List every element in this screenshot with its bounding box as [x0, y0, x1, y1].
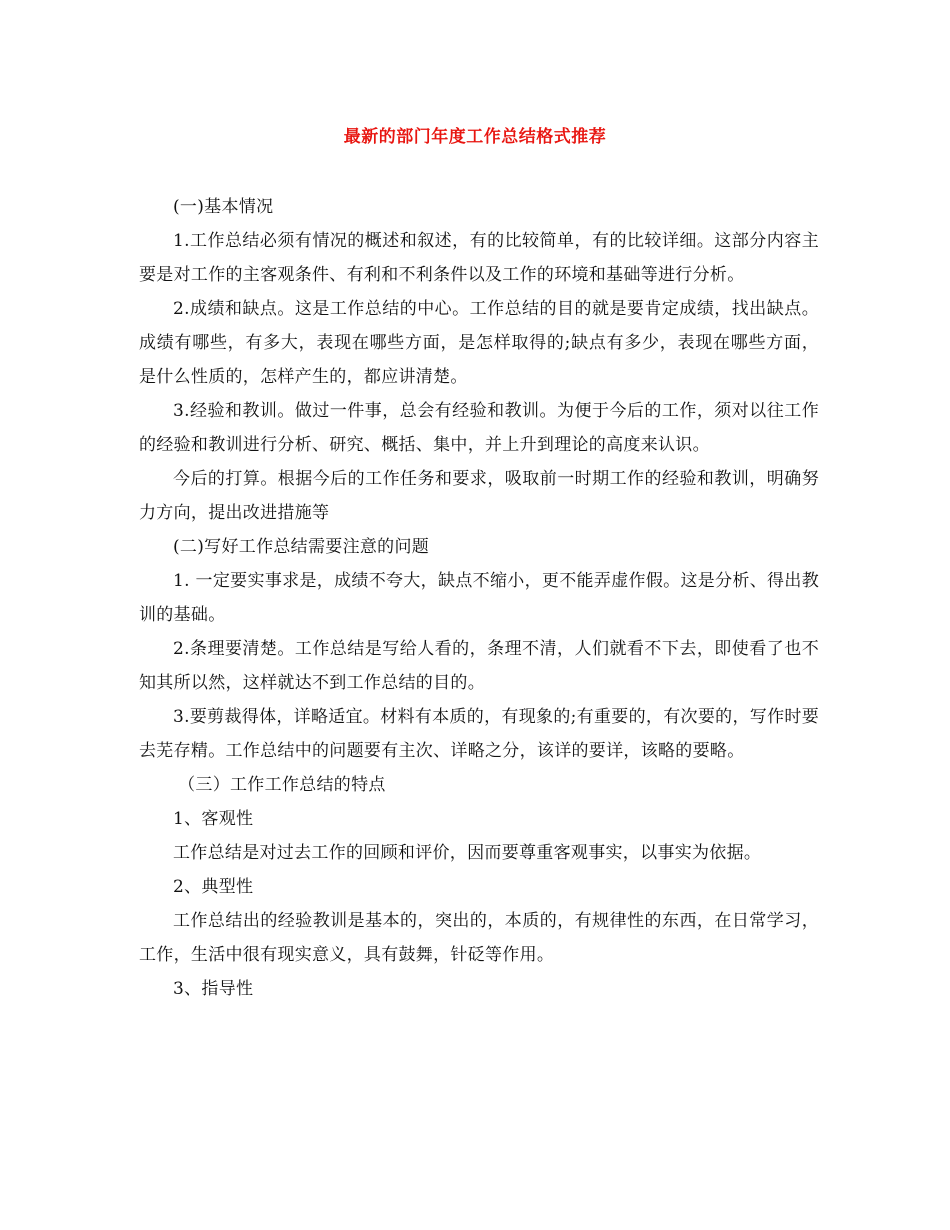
document-body	[139, 190, 819, 1006]
paragraph-objective: 工作总结是对过去工作的回顾和评价，因而要尊重客观事实，以事实为依据。	[173, 843, 762, 863]
paragraph-truthful: 1. 一定要实事求是，成绩不夸大，缺点不缩小，更不能弄虚作假。这是分析、得出教训的基础。	[139, 571, 819, 625]
feature-heading-guiding: 3、指导性	[173, 979, 254, 999]
paragraph-typical: 工作总结出的经验教训是基本的，突出的，本质的，有规律性的东西，在日常学习，工作，生活中很有现实意义，具有鼓舞，针砭等作用。	[139, 911, 819, 965]
paragraph-overview: 1.工作总结必须有情况的概述和叙述，有的比较简单，有的比较详细。这部分内容主要是对工作的主客观条件、有利和不利条件以及工作的环境和基础等进行分析。	[139, 231, 819, 285]
document-title: 最新的部门年度工作总结格式推荐	[343, 127, 607, 147]
section-heading-features: （三）工作工作总结的特点	[178, 775, 386, 795]
feature-heading-typical: 2、典型性	[173, 877, 254, 897]
paragraph-clarity: 2.条理要清楚。工作总结是写给人看的，条理不清，人们就看不下去，即使看了也不知其所以然，这样就达不到工作总结的目的。	[139, 639, 819, 693]
feature-heading-objective: 1、客观性	[173, 809, 254, 829]
section-heading-issues: (二)写好工作总结需要注意的问题	[173, 537, 430, 557]
paragraph-experience: 3.经验和教训。做过一件事，总会有经验和教训。为便于今后的工作，须对以往工作的经验和教训进行分析、研究、概括、集中，并上升到理论的高度来认识。	[139, 401, 819, 455]
paragraph-plans: 今后的打算。根据今后的工作任务和要求，吸取前一时期工作的经验和教训，明确努力方向，提出改进措施等	[139, 469, 819, 523]
section-heading-basic: (一)基本情况	[173, 197, 274, 217]
paragraph-editing: 3.要剪裁得体，详略适宜。材料有本质的，有现象的;有重要的，有次要的，写作时要去芜存精。工作总结中的问题要有主次、详略之分，该详的要详，该略的要略。	[139, 707, 819, 761]
paragraph-achievements: 2.成绩和缺点。这是工作总结的中心。工作总结的目的就是要肯定成绩，找出缺点。成绩有哪些，有多大，表现在哪些方面，是怎样取得的;缺点有多少，表现在哪些方面，是什么性质的，怎样产生的，都应讲清楚。	[139, 299, 819, 387]
